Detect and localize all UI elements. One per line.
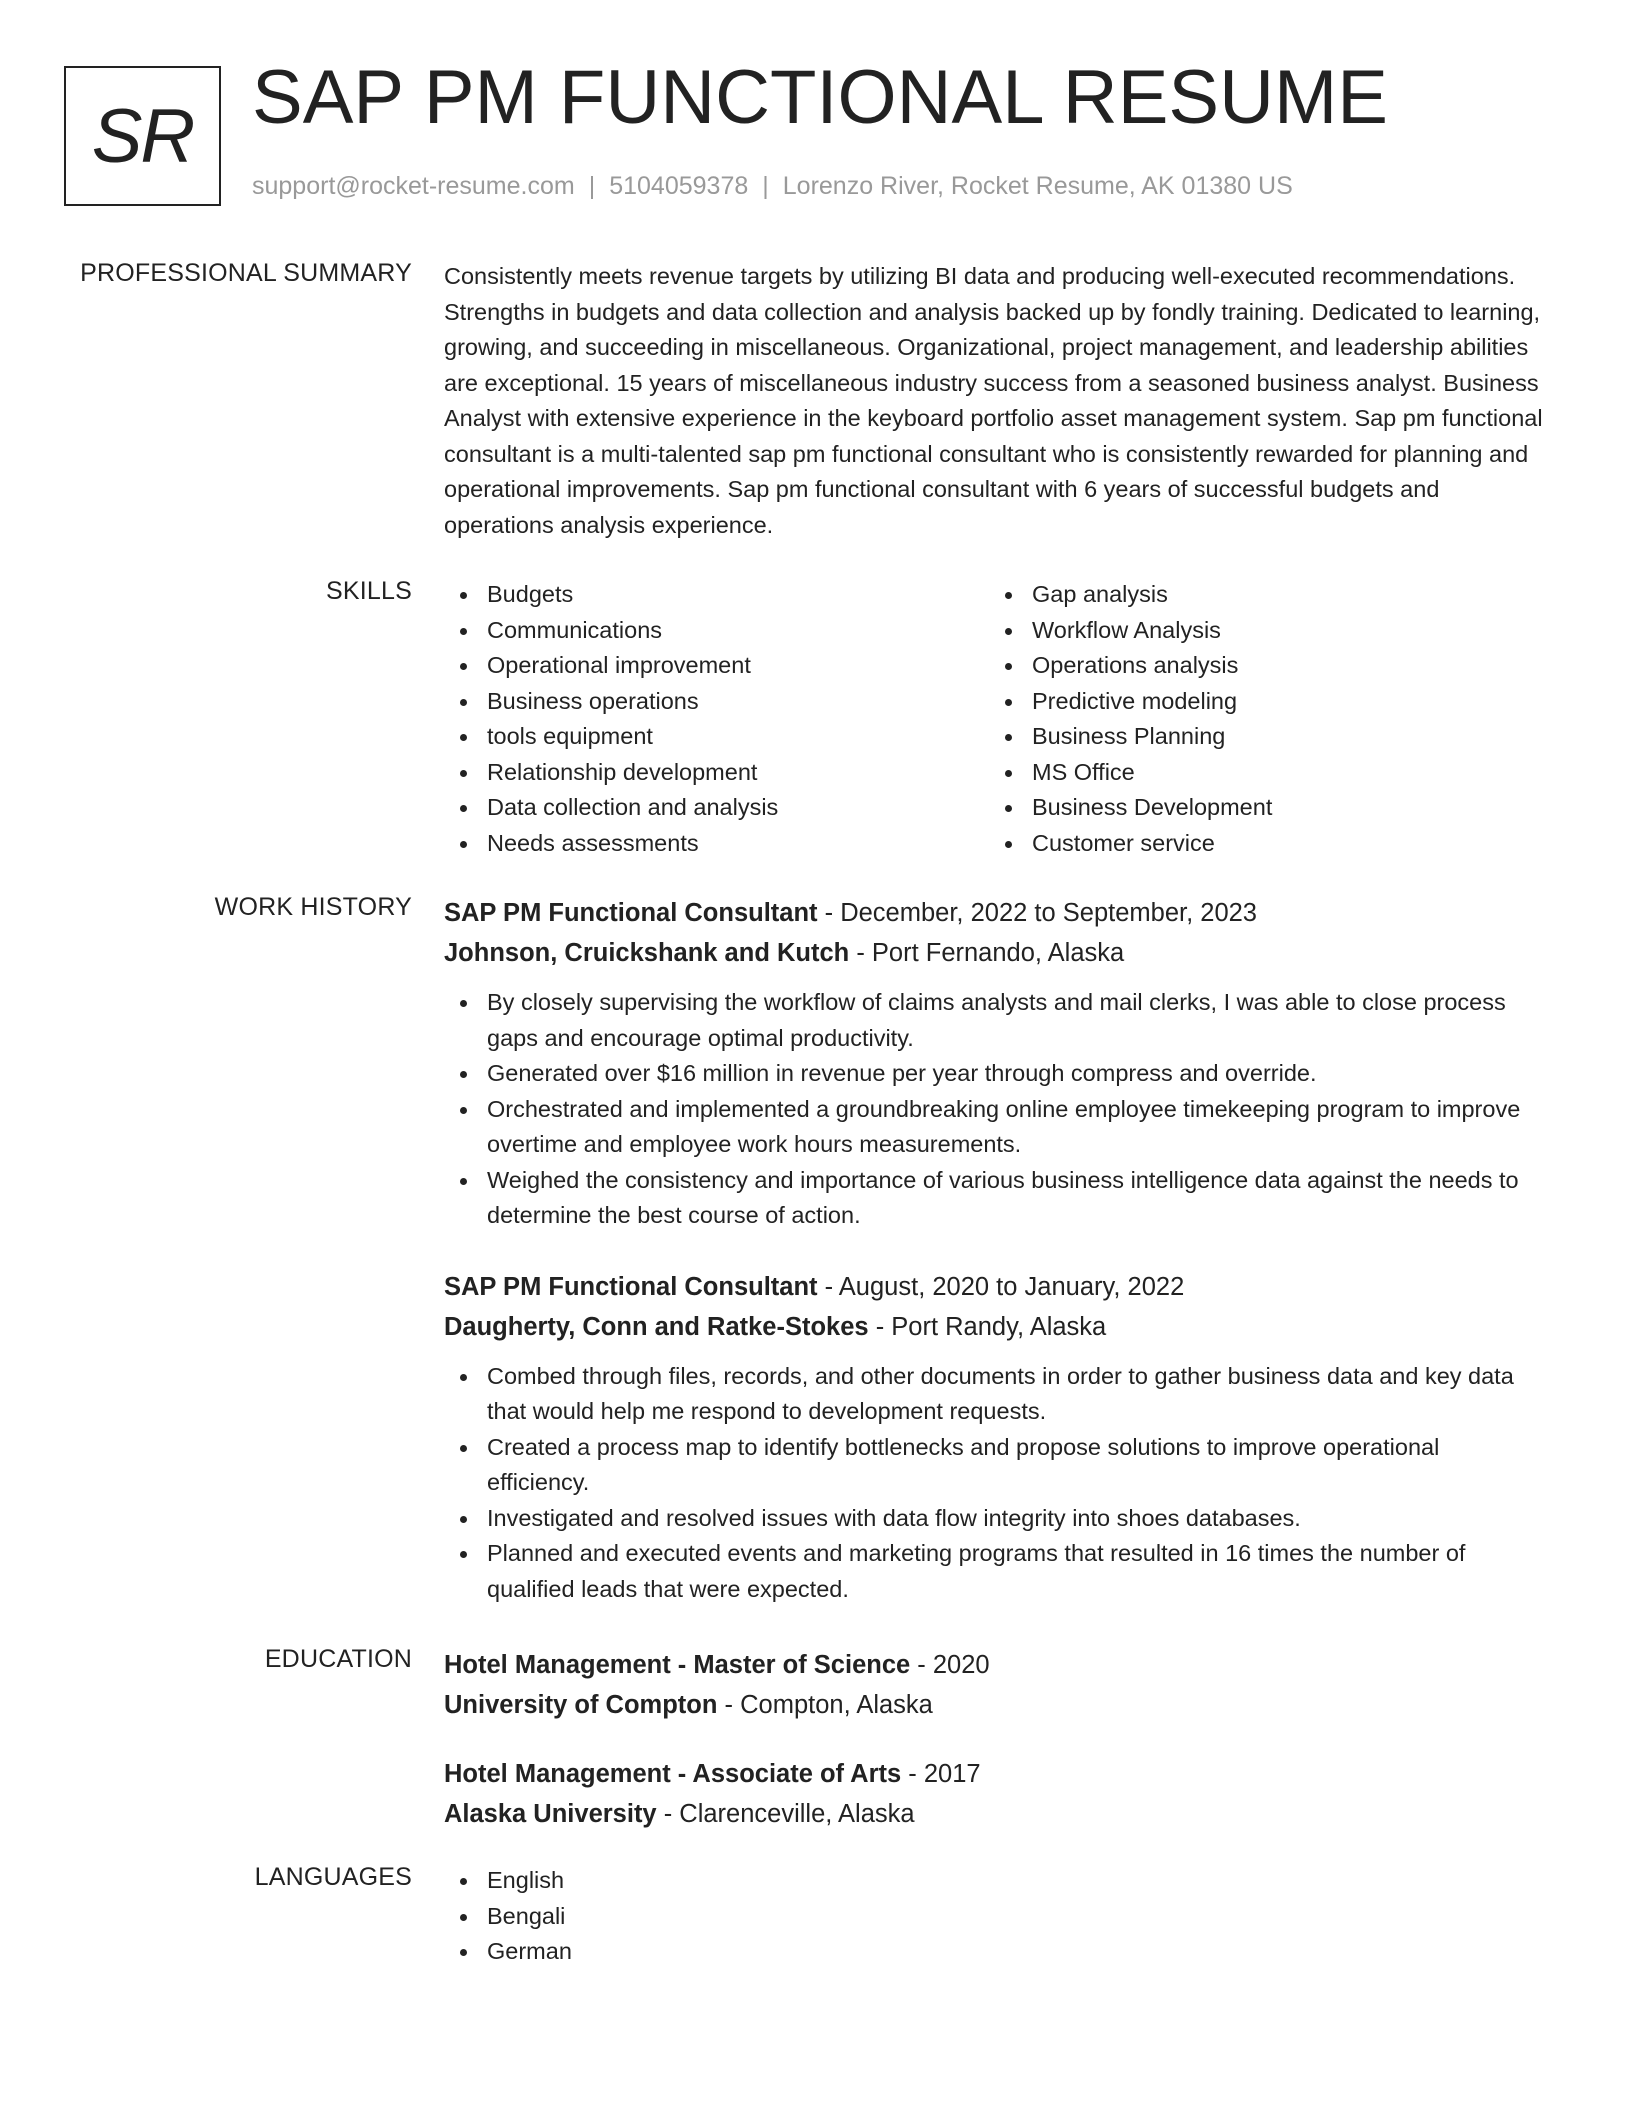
job-bullets	[444, 1359, 1548, 1608]
job-title-line	[444, 893, 1548, 933]
list-item: Generated over $16 million in revenue per year through compress and override.	[444, 1056, 1548, 1092]
education-year: - 2017	[901, 1760, 981, 1788]
list-item: Business operations	[444, 684, 989, 720]
list-item: Planned and executed events and marketing programs that resulted in 16 times the number of qualified leads that were expected.	[444, 1536, 1548, 1607]
section-label: LANGUAGES	[254, 1863, 412, 1891]
education-location: - Compton, Alaska	[717, 1691, 933, 1719]
resume-title: SAP PM FUNCTIONAL RESUME	[252, 55, 1388, 140]
skills-list	[444, 577, 989, 861]
section-label: PROFESSIONAL SUMMARY	[80, 259, 412, 287]
job-dates: - August, 2020 to January, 2022	[817, 1272, 1185, 1301]
skills-list	[989, 577, 1534, 861]
education-degree-line	[444, 1754, 1548, 1794]
list-item: Operational improvement	[444, 648, 989, 684]
languages-list	[444, 1863, 1548, 1970]
list-item: By closely supervising the workflow of claims analysts and mail clerks, I was able to close process gaps and encourage optimal productivity.	[444, 985, 1548, 1056]
job-company: Johnson, Cruickshank and Kutch	[444, 939, 850, 967]
list-item: tools equipment	[444, 719, 989, 755]
list-item: Gap analysis	[989, 577, 1534, 613]
skills-body	[444, 577, 1548, 861]
job-location: - Port Fernando, Alaska	[849, 939, 1125, 967]
summary-text: Consistently meets revenue targets by utilizing BI data and producing well-executed recommendations. Strengths in budgets and data collection and analysis backed up by fondly training. Dedicated to learning, growing, and succeeding in miscellaneous. Organizational, project management, and leadership abilities are exceptional. 15 years of miscellaneous industry success from a seasoned business analyst. Business Analyst with extensive experience in the keyboard portfolio asset management system. Sap pm functional consultant is a multi-talented sap pm functional consultant who is consistently rewarded for planning and operational improvements. Sap pm functional consultant with 6 years of successful budgets and operations analysis experience.	[444, 263, 1543, 538]
section-label: WORK HISTORY	[214, 893, 412, 921]
job-company-line	[444, 933, 1548, 973]
job-title: SAP PM Functional Consultant	[444, 899, 818, 927]
list-item: Workflow Analysis	[989, 613, 1534, 649]
education-degree: Hotel Management - Master of Science	[444, 1651, 911, 1679]
list-item: Budgets	[444, 577, 989, 613]
job-company: Daugherty, Conn and Ratke-Stokes	[444, 1312, 869, 1341]
education-year: - 2020	[910, 1651, 990, 1679]
list-item: Relationship development	[444, 755, 989, 791]
education-entry	[444, 1754, 1548, 1834]
contact-line	[252, 172, 1293, 201]
list-item: Bengali	[444, 1899, 1548, 1935]
list-item: Communications	[444, 613, 989, 649]
job-entry	[444, 1267, 1548, 1608]
list-item: Needs assessments	[444, 826, 989, 862]
list-item: Business Planning	[989, 719, 1534, 755]
education-school: University of Compton	[444, 1691, 718, 1719]
skills-column-left	[444, 577, 989, 861]
contact-separator: |	[762, 172, 769, 200]
contact-separator: |	[588, 172, 596, 200]
job-entry	[444, 893, 1548, 1234]
education-degree-line	[444, 1645, 1548, 1685]
list-item: Operations analysis	[989, 648, 1534, 684]
job-bullets	[444, 985, 1548, 1234]
job-company-line	[444, 1307, 1548, 1347]
list-item: Weighed the consistency and importance of various business intelligence data against the needs to determine the best course of action.	[444, 1163, 1548, 1234]
list-item: Orchestrated and implemented a groundbreaking online employee timekeeping program to improve overtime and employee work hours measurements.	[444, 1092, 1548, 1163]
list-item: MS Office	[989, 755, 1534, 791]
section-label: EDUCATION	[264, 1645, 412, 1673]
education-school-line	[444, 1794, 1548, 1834]
list-item: German	[444, 1934, 1548, 1970]
list-item: Predictive modeling	[989, 684, 1534, 720]
education-school: Alaska University	[444, 1800, 657, 1828]
job-title: SAP PM Functional Consultant	[444, 1272, 818, 1301]
job-dates: - December, 2022 to September, 2023	[817, 899, 1257, 927]
education-school-line	[444, 1685, 1548, 1725]
education-location: - Clarenceville, Alaska	[656, 1800, 915, 1828]
list-item: Created a process map to identify bottlenecks and propose solutions to improve operational efficiency.	[444, 1430, 1548, 1501]
education-degree: Hotel Management - Associate of Arts	[444, 1760, 902, 1788]
skills-column-right	[989, 577, 1534, 861]
monogram-initials: SR	[91, 93, 194, 179]
job-location: - Port Randy, Alaska	[868, 1312, 1107, 1341]
list-item: Customer service	[989, 826, 1534, 862]
skills-grid	[444, 577, 1548, 861]
list-item: Business Development	[989, 790, 1534, 826]
contact-address: Lorenzo River, Rocket Resume, AK 01380 US	[782, 172, 1293, 200]
list-item: Investigated and resolved issues with data flow integrity into shoes databases.	[444, 1501, 1548, 1537]
work-history-body	[444, 893, 1548, 1607]
monogram-badge	[64, 66, 221, 206]
contact-phone[interactable]: 5104059378	[609, 172, 749, 200]
list-item: English	[444, 1863, 1548, 1899]
job-title-line	[444, 1267, 1548, 1307]
list-item: Data collection and analysis	[444, 790, 989, 826]
contact-email[interactable]: support@rocket-resume.com	[252, 172, 575, 200]
languages-body	[444, 1863, 1548, 1970]
education-entry	[444, 1645, 1548, 1725]
section-label: SKILLS	[326, 577, 412, 605]
list-item: Combed through files, records, and other documents in order to gather business data and key data that would help me respond to development requests.	[444, 1359, 1548, 1430]
education-body	[444, 1645, 1548, 1834]
